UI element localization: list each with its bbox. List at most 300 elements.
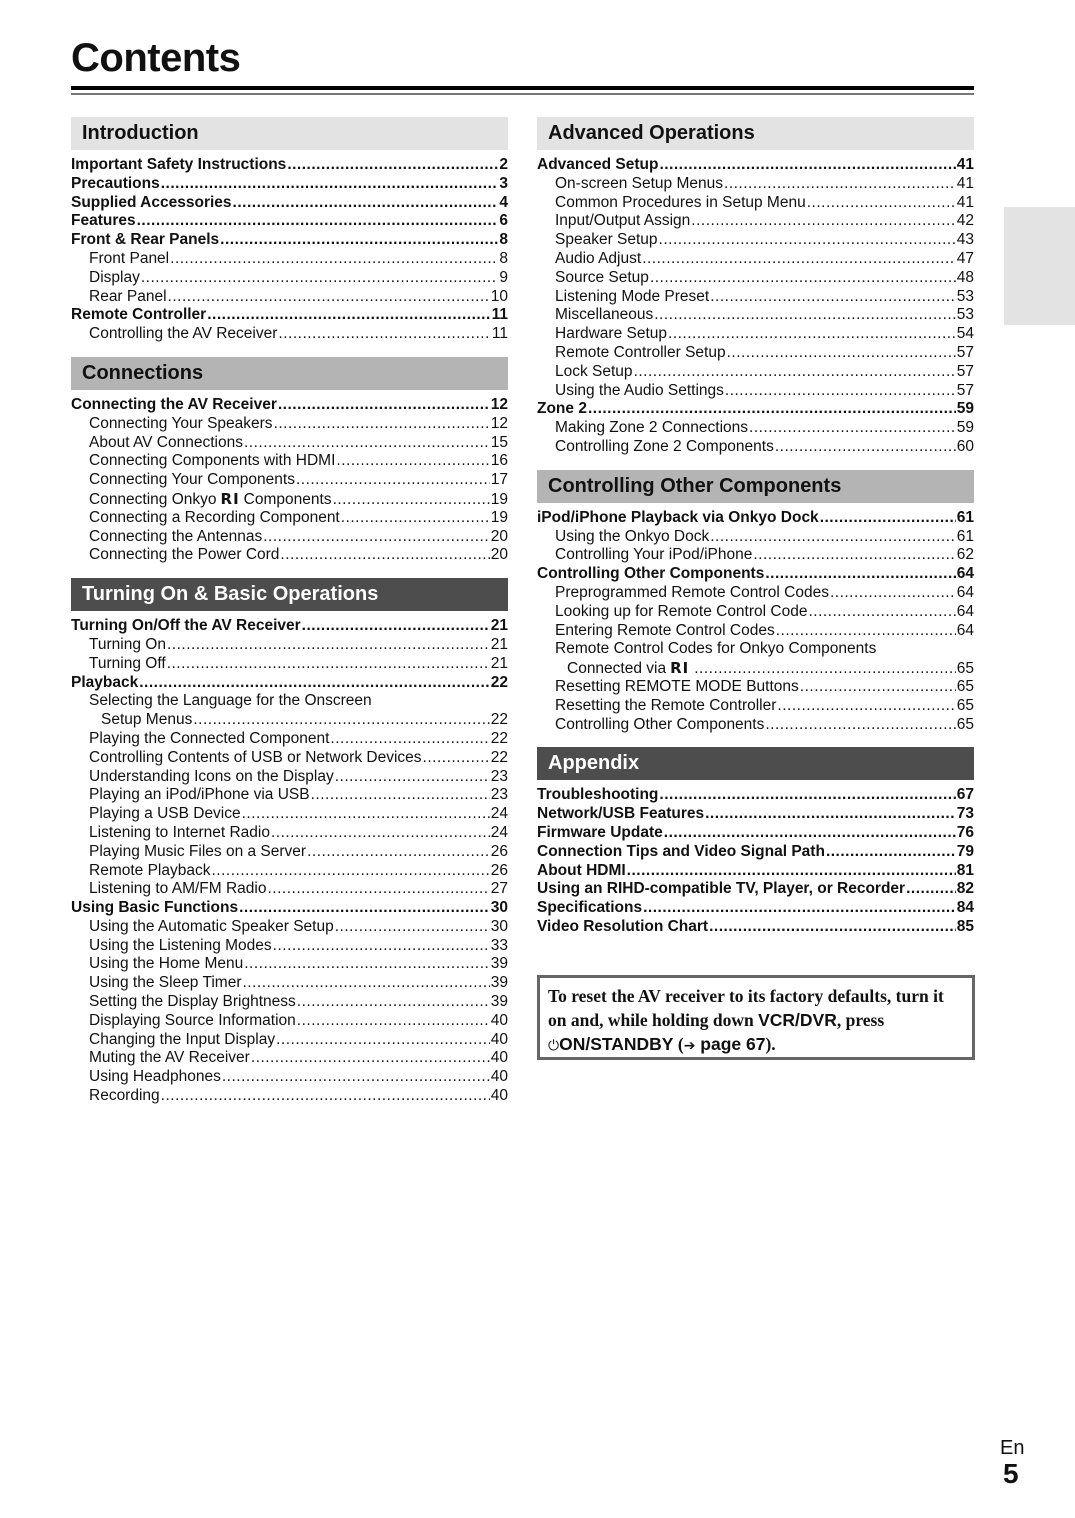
dot-leader xyxy=(820,509,956,528)
dot-leader xyxy=(244,955,490,974)
toc-entry[interactable] xyxy=(71,1087,508,1106)
toc-page-number: 20 xyxy=(490,527,508,545)
toc-page-number: 76 xyxy=(956,823,974,841)
dot-leader xyxy=(335,918,490,937)
toc-entry[interactable] xyxy=(537,212,974,231)
chapter-tab-marker xyxy=(1004,207,1075,325)
section-other-components xyxy=(537,470,974,735)
toc-entry-label: Changing the Input Display xyxy=(89,1030,276,1048)
toc-entry-label: Connecting the Antennas xyxy=(89,527,263,545)
toc-page-number: 24 xyxy=(490,805,508,823)
toc-entry-label: Playback xyxy=(71,673,139,691)
section-header: Connections xyxy=(71,357,508,390)
section-connections xyxy=(71,357,508,565)
dot-leader xyxy=(333,491,490,509)
toc-entry-label: Turning On/Off the AV Receiver xyxy=(71,617,301,635)
toc-entry[interactable] xyxy=(537,824,974,843)
dot-leader xyxy=(335,768,490,787)
dot-leader xyxy=(642,250,956,269)
toc-page-number: 73 xyxy=(956,805,974,823)
dot-leader xyxy=(724,175,956,194)
toc-page-number: 2 xyxy=(499,156,508,173)
toc-page-number: 33 xyxy=(490,936,508,954)
dot-leader xyxy=(243,974,490,993)
dot-leader xyxy=(239,899,490,918)
toc-entry[interactable] xyxy=(71,955,508,974)
toc-entry[interactable] xyxy=(537,786,974,805)
ri-logo-icon: RI xyxy=(220,489,240,508)
dot-leader xyxy=(207,306,490,325)
dot-leader xyxy=(627,862,956,881)
toc-list xyxy=(537,156,974,457)
dot-leader xyxy=(167,655,490,674)
toc-entry[interactable] xyxy=(537,231,974,250)
dot-leader xyxy=(167,636,490,655)
toc-entry[interactable] xyxy=(71,194,508,213)
toc-entry-label: Looking up for Remote Control Code xyxy=(555,602,808,620)
toc-entry[interactable] xyxy=(537,565,974,584)
toc-entry-label: Advanced Setup xyxy=(537,156,659,173)
dot-leader xyxy=(776,622,956,641)
toc-entry[interactable] xyxy=(71,269,508,288)
toc-entry-label: On-screen Setup Menus xyxy=(555,174,724,192)
dot-leader xyxy=(244,434,490,453)
toc-page-number: 64 xyxy=(956,602,974,620)
toc-entry[interactable] xyxy=(537,344,974,363)
toc-entry-label: Controlling Contents of USB or Network Devices xyxy=(89,748,422,766)
toc-entry-label: Using Basic Functions xyxy=(71,899,239,917)
toc-entry[interactable] xyxy=(537,622,974,641)
toc-entry[interactable] xyxy=(537,250,974,269)
toc-entry[interactable] xyxy=(71,509,508,528)
toc-entry-label: Selecting the Language for the Onscreen xyxy=(89,692,372,710)
toc-entry[interactable] xyxy=(537,363,974,382)
dot-leader xyxy=(423,749,490,768)
toc-page-number: 61 xyxy=(956,508,974,526)
toc-page-number: 64 xyxy=(956,583,974,601)
toc-entry[interactable] xyxy=(71,880,508,899)
toc-entry-label: Playing the Connected Component xyxy=(89,729,330,747)
toc-page-number: 23 xyxy=(490,786,508,804)
section-advanced-operations xyxy=(537,117,974,457)
toc-page-number: 16 xyxy=(490,452,508,470)
dot-leader xyxy=(659,231,956,250)
dot-leader xyxy=(141,269,499,288)
toc-entry-label: Playing Music Files on a Server xyxy=(89,842,307,860)
section-header: Controlling Other Components xyxy=(537,470,974,503)
toc-page-number: 82 xyxy=(956,880,974,898)
toc-page-number: 40 xyxy=(490,1049,508,1067)
toc-entry[interactable] xyxy=(537,306,974,325)
title-rule-thick xyxy=(71,86,974,90)
dot-leader xyxy=(161,1087,490,1106)
on-standby-button-label: ON/STANDBY xyxy=(559,1034,674,1054)
toc-entry-label: Front & Rear Panels xyxy=(71,231,220,249)
toc-entry-label: Precautions xyxy=(71,174,160,192)
toc-entry-label: Miscellaneous xyxy=(555,306,654,324)
dot-leader xyxy=(233,194,499,213)
toc-entry[interactable] xyxy=(71,674,508,693)
page-number: 5 xyxy=(1003,1458,1019,1489)
toc-entry-label: Turning Off xyxy=(89,654,166,672)
toc-entry[interactable] xyxy=(71,636,508,655)
toc-entry[interactable] xyxy=(537,899,974,918)
right-column xyxy=(537,117,974,950)
toc-entry-label: Audio Adjust xyxy=(555,249,642,267)
toc-entry[interactable] xyxy=(537,659,974,678)
toc-entry-label: iPod/iPhone Playback via Onkyo Dock xyxy=(537,508,819,526)
dot-leader xyxy=(287,156,498,175)
toc-entry-label: Components xyxy=(243,490,332,508)
toc-entry[interactable] xyxy=(71,156,508,175)
toc-page-number: 3 xyxy=(499,174,508,192)
toc-page-number: 85 xyxy=(956,917,974,935)
section-header: Turning On & Basic Operations xyxy=(71,578,508,611)
arrow-right-icon: ➔ xyxy=(683,1038,696,1054)
toc-entry[interactable] xyxy=(537,603,974,622)
toc-list xyxy=(71,156,508,344)
dot-leader xyxy=(777,697,955,716)
toc-entry-label: Video Resolution Chart xyxy=(537,917,709,935)
toc-page-number: 12 xyxy=(490,414,508,432)
toc-entry-label: Connected via xyxy=(567,660,667,678)
toc-page-number: 57 xyxy=(956,343,974,361)
dot-leader xyxy=(222,1068,490,1087)
toc-entry[interactable] xyxy=(537,400,974,419)
toc-entry[interactable] xyxy=(71,805,508,824)
dot-leader xyxy=(694,660,956,678)
toc-page-number: 30 xyxy=(490,899,508,917)
toc-entry-label: Lock Setup xyxy=(555,362,633,380)
toc-page-number: 26 xyxy=(490,842,508,860)
toc-page-number: 22 xyxy=(490,673,508,691)
dot-leader xyxy=(220,231,498,250)
toc-entry[interactable] xyxy=(71,918,508,937)
dot-leader xyxy=(664,824,956,843)
toc-entry[interactable] xyxy=(71,471,508,490)
toc-page-number: 41 xyxy=(956,193,974,211)
page-reference-link[interactable]: page 67 xyxy=(695,1034,766,1054)
dot-leader xyxy=(654,306,956,325)
dot-leader xyxy=(168,288,490,307)
toc-entry-label: Common Procedures in Setup Menu xyxy=(555,193,806,211)
toc-page-number: 39 xyxy=(490,974,508,992)
toc-page-number: 11 xyxy=(491,306,508,324)
toc-entry-label: Features xyxy=(71,212,136,230)
section-header: Appendix xyxy=(537,747,974,780)
toc-entry[interactable] xyxy=(537,805,974,824)
dot-leader xyxy=(297,993,490,1012)
toc-page-number: 23 xyxy=(490,767,508,785)
ri-logo-icon: RI xyxy=(670,659,690,678)
toc-entry-label: Connecting the Power Cord xyxy=(89,546,280,564)
toc-page-number: 39 xyxy=(490,955,508,973)
toc-page-number: 65 xyxy=(956,660,974,678)
toc-entry-label: Controlling Your iPod/iPhone xyxy=(555,546,753,564)
toc-entry-label: Preprogrammed Remote Control Codes xyxy=(555,583,829,601)
toc-page-number: 84 xyxy=(956,899,974,917)
toc-page-number: 53 xyxy=(956,287,974,305)
toc-entry-label: Important Safety Instructions xyxy=(71,156,287,173)
toc-entry[interactable] xyxy=(71,396,508,415)
toc-entry[interactable] xyxy=(71,711,508,730)
toc-entry[interactable] xyxy=(71,212,508,231)
toc-entry[interactable] xyxy=(537,175,974,194)
dot-leader xyxy=(297,1012,490,1031)
toc-page-number: 12 xyxy=(490,395,508,413)
toc-entry[interactable] xyxy=(71,250,508,269)
toc-entry[interactable] xyxy=(71,843,508,862)
toc-entry-label: Using an RIHD-compatible TV, Player, or Recorder xyxy=(537,880,906,898)
toc-page-number: 67 xyxy=(956,786,974,804)
toc-page-number: 4 xyxy=(499,193,508,211)
toc-entry-label: Using the Automatic Speaker Setup xyxy=(89,917,334,935)
dot-leader xyxy=(725,382,956,401)
toc-page-number: 59 xyxy=(956,419,974,437)
toc-page-number: 61 xyxy=(956,527,974,545)
toc-page-number: 62 xyxy=(956,546,974,564)
dot-leader xyxy=(170,250,498,269)
toc-entry[interactable] xyxy=(71,768,508,787)
dot-leader xyxy=(161,175,499,194)
toc-page-number: 40 xyxy=(490,1087,508,1105)
toc-entry-label: Remote Playback xyxy=(89,861,211,879)
note-text: ( xyxy=(673,1034,684,1054)
toc-entry-label: Source Setup xyxy=(555,268,649,286)
toc-entry[interactable] xyxy=(71,749,508,768)
toc-entry[interactable] xyxy=(71,288,508,307)
dot-leader xyxy=(727,344,956,363)
toc-entry[interactable] xyxy=(71,899,508,918)
dot-leader xyxy=(263,528,490,547)
toc-entry[interactable] xyxy=(537,509,974,528)
toc-entry-label: Controlling Other Components xyxy=(555,715,765,733)
toc-entry-label: Controlling Zone 2 Components xyxy=(555,437,774,455)
toc-entry[interactable] xyxy=(537,880,974,899)
dot-leader xyxy=(659,156,955,175)
dot-leader xyxy=(659,786,955,805)
dot-leader xyxy=(830,584,956,603)
toc-entry[interactable] xyxy=(71,786,508,805)
toc-entry[interactable] xyxy=(537,640,974,659)
toc-entry-label: Muting the AV Receiver xyxy=(89,1049,250,1067)
dot-leader xyxy=(709,918,956,937)
toc-page-number: 64 xyxy=(956,565,974,583)
dot-leader xyxy=(302,617,490,636)
toc-entry-label: Firmware Update xyxy=(537,823,663,841)
toc-entry[interactable] xyxy=(537,419,974,438)
dot-leader xyxy=(280,546,489,565)
toc-page-number: 40 xyxy=(490,1068,508,1086)
toc-entry-label: Turning On xyxy=(89,635,166,653)
toc-entry[interactable] xyxy=(537,546,974,565)
dot-leader xyxy=(668,325,956,344)
toc-page-number: 26 xyxy=(490,861,508,879)
dot-leader xyxy=(271,824,490,843)
dot-leader xyxy=(749,419,956,438)
dot-leader xyxy=(775,438,956,457)
toc-entry-label: Using Headphones xyxy=(89,1068,221,1086)
page-title: Contents xyxy=(71,36,241,80)
toc-list xyxy=(537,786,974,936)
toc-entry[interactable] xyxy=(537,843,974,862)
note-text: ). xyxy=(765,1034,776,1054)
toc-entry[interactable] xyxy=(71,546,508,565)
toc-entry-label: Using the Audio Settings xyxy=(555,381,724,399)
toc-page-number: 39 xyxy=(490,993,508,1011)
toc-page-number: 43 xyxy=(956,231,974,249)
toc-entry-label: Speaker Setup xyxy=(555,231,658,249)
dot-leader xyxy=(765,716,955,735)
note-text: To reset the AV receiver to its factory defaults, turn it on and, while holding down xyxy=(548,986,944,1030)
toc-entry[interactable] xyxy=(537,156,974,175)
left-column xyxy=(71,117,508,1119)
toc-entry-label: Zone 2 xyxy=(537,400,587,418)
power-icon: ⏻ xyxy=(548,1038,560,1054)
toc-entry-label: Resetting the Remote Controller xyxy=(555,696,777,714)
toc-entry[interactable] xyxy=(71,862,508,881)
dot-leader xyxy=(242,805,490,824)
toc-page-number: 19 xyxy=(490,490,508,508)
toc-entry[interactable] xyxy=(537,382,974,401)
dot-leader xyxy=(808,603,955,622)
language-label: En xyxy=(1000,1437,1025,1459)
toc-entry[interactable] xyxy=(537,528,974,547)
toc-entry-label: Entering Remote Control Codes xyxy=(555,621,775,639)
toc-entry-label: Network/USB Features xyxy=(537,805,705,823)
toc-entry-label: Listening Mode Preset xyxy=(555,287,710,305)
toc-entry[interactable] xyxy=(71,993,508,1012)
section-header: Introduction xyxy=(71,117,508,150)
toc-entry-label: Connecting a Recording Component xyxy=(89,508,340,526)
toc-entry[interactable] xyxy=(537,438,974,457)
toc-entry-label: Display xyxy=(89,268,140,286)
toc-entry-label: About HDMI xyxy=(537,861,626,879)
toc-page-number: 59 xyxy=(956,400,974,418)
section-introduction xyxy=(71,117,508,344)
toc-page-number: 30 xyxy=(490,917,508,935)
toc-entry[interactable] xyxy=(537,269,974,288)
toc-page-number: 9 xyxy=(499,268,508,286)
toc-entry[interactable] xyxy=(71,1012,508,1031)
toc-entry[interactable] xyxy=(537,918,974,937)
toc-entry[interactable] xyxy=(537,697,974,716)
toc-entry-label: Recording xyxy=(89,1087,160,1105)
dot-leader xyxy=(251,1049,490,1068)
toc-entry[interactable] xyxy=(71,1031,508,1050)
toc-entry[interactable] xyxy=(537,862,974,881)
toc-entry[interactable] xyxy=(71,175,508,194)
toc-entry-label: Connecting the AV Receiver xyxy=(71,395,277,413)
dot-leader xyxy=(643,899,956,918)
toc-entry-label: Controlling Other Components xyxy=(537,565,765,583)
toc-entry[interactable] xyxy=(71,692,508,711)
dot-leader xyxy=(826,843,956,862)
toc-entry[interactable] xyxy=(537,584,974,603)
toc-entry[interactable] xyxy=(537,678,974,697)
toc-entry[interactable] xyxy=(537,325,974,344)
toc-entry[interactable] xyxy=(71,325,508,344)
toc-entry[interactable] xyxy=(71,730,508,749)
toc-entry[interactable] xyxy=(537,194,974,213)
toc-entry-label: Using the Onkyo Dock xyxy=(555,527,710,545)
toc-entry[interactable] xyxy=(71,528,508,547)
toc-entry[interactable] xyxy=(537,288,974,307)
toc-page-number: 19 xyxy=(490,508,508,526)
toc-entry[interactable] xyxy=(71,1068,508,1087)
toc-page-number: 65 xyxy=(956,715,974,733)
toc-entry[interactable] xyxy=(71,1049,508,1068)
toc-entry[interactable] xyxy=(71,415,508,434)
toc-entry[interactable] xyxy=(71,434,508,453)
dot-leader xyxy=(274,415,490,434)
dot-leader xyxy=(311,786,490,805)
toc-page-number: 8 xyxy=(499,249,508,267)
toc-entry[interactable] xyxy=(71,306,508,325)
toc-page-number: 65 xyxy=(956,696,974,714)
toc-entry-label: Connecting Your Speakers xyxy=(89,414,273,432)
toc-entry-label: Specifications xyxy=(537,899,643,917)
dot-leader xyxy=(211,862,489,881)
dot-leader xyxy=(906,880,956,899)
title-rule-thin xyxy=(71,93,974,95)
toc-page-number: 57 xyxy=(956,362,974,380)
toc-entry[interactable] xyxy=(71,452,508,471)
dot-leader xyxy=(137,212,499,231)
toc-entry-label: Hardware Setup xyxy=(555,325,668,343)
toc-entry[interactable] xyxy=(71,937,508,956)
toc-list xyxy=(71,396,508,565)
toc-page-number: 65 xyxy=(956,677,974,695)
dot-leader xyxy=(276,1031,490,1050)
toc-entry[interactable] xyxy=(71,490,508,509)
toc-page-number: 6 xyxy=(499,212,508,230)
toc-page-number: 21 xyxy=(490,617,508,635)
dot-leader xyxy=(765,565,955,584)
section-header: Advanced Operations xyxy=(537,117,974,150)
toc-page-number: 20 xyxy=(490,546,508,564)
toc-page-number: 41 xyxy=(956,156,974,173)
dot-leader xyxy=(330,730,489,749)
toc-entry[interactable] xyxy=(71,231,508,250)
dot-leader xyxy=(634,363,956,382)
dot-leader xyxy=(336,452,489,471)
toc-entry-label: Setting the Display Brightness xyxy=(89,993,296,1011)
toc-page-number: 64 xyxy=(956,621,974,639)
toc-entry-label: Connecting Components with HDMI xyxy=(89,452,336,470)
toc-entry[interactable] xyxy=(71,974,508,993)
toc-page-number: 54 xyxy=(956,325,974,343)
toc-entry-label: Connecting Onkyo xyxy=(89,490,217,508)
toc-entry[interactable] xyxy=(71,617,508,636)
toc-page-number: 21 xyxy=(490,635,508,653)
section-basic-operations xyxy=(71,578,508,1106)
toc-entry-label: Remote Control Codes for Onkyo Components xyxy=(555,640,877,658)
toc-entry-label: Remote Controller xyxy=(71,306,207,324)
toc-page-number: 41 xyxy=(956,174,974,192)
dot-leader xyxy=(710,288,956,307)
toc-entry-label: Controlling the AV Receiver xyxy=(89,325,278,343)
toc-entry[interactable] xyxy=(71,655,508,674)
dot-leader xyxy=(278,325,491,344)
toc-page-number: 40 xyxy=(490,1011,508,1029)
toc-entry[interactable] xyxy=(537,716,974,735)
toc-entry[interactable] xyxy=(71,824,508,843)
toc-entry-label: Playing an iPod/iPhone via USB xyxy=(89,786,310,804)
toc-page-number: 8 xyxy=(499,231,508,249)
toc-entry-label: Listening to AM/FM Radio xyxy=(89,880,267,898)
toc-entry-label: Rear Panel xyxy=(89,287,167,305)
